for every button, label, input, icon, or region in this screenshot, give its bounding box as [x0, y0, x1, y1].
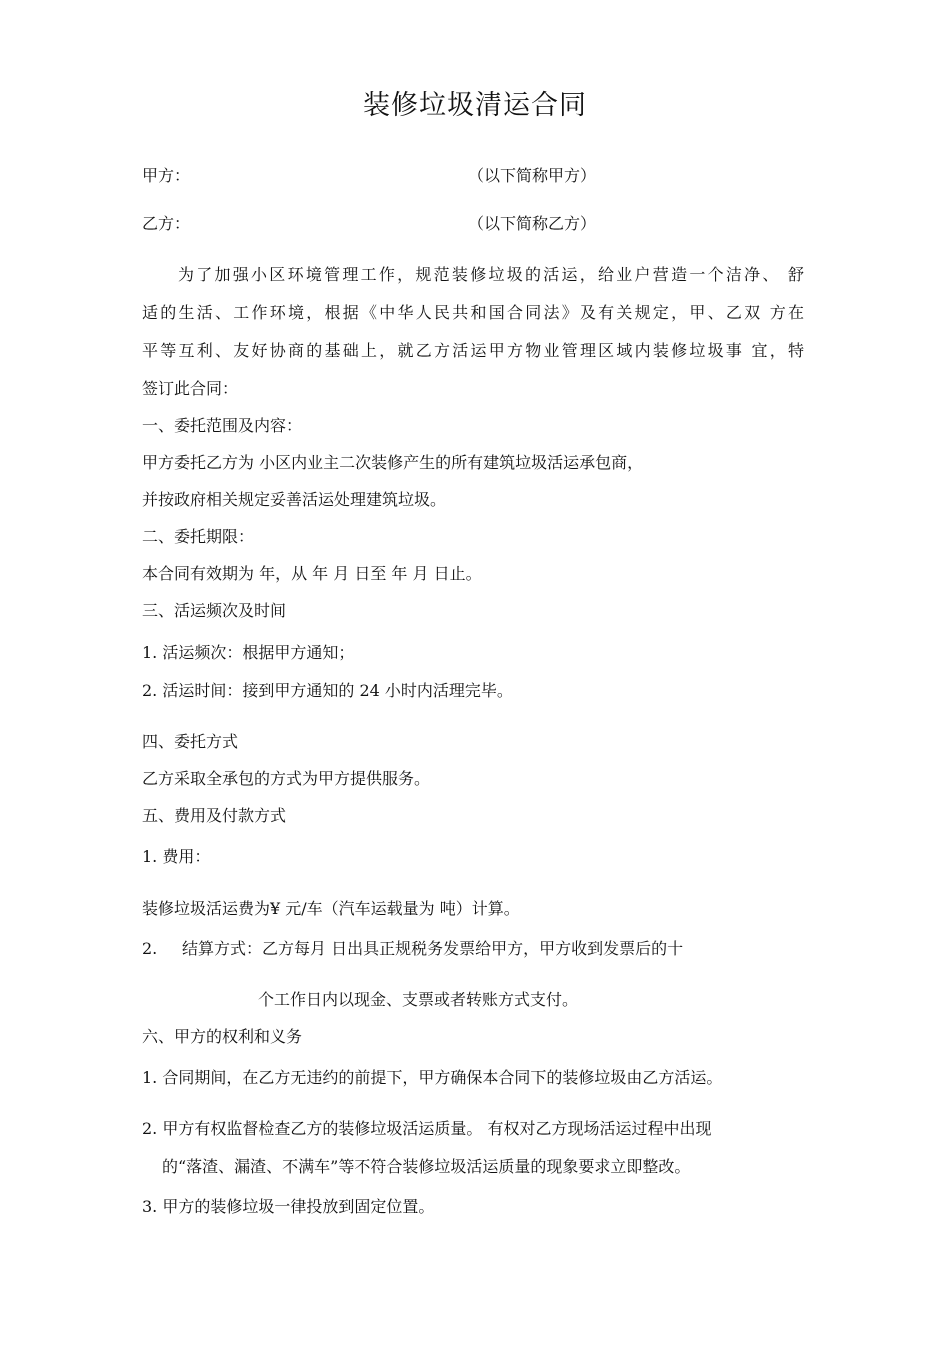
section-6-item-2: 2. 甲方有权监督检查乙方的装修垃圾活运质量。 有权对乙方现场活运过程中出现 [142, 1119, 712, 1138]
section-5-item-2-continued: 个工作日内以现金、支票或者转账方式支付。 [258, 990, 579, 1009]
section-3-item-1: 1. 活运频次：根据甲方通知； [142, 643, 355, 662]
section-2-heading: 二、委托期限： [142, 527, 255, 546]
section-5-item-2-number: 2. [142, 939, 158, 958]
intro-line-1: 为了加强小区环境管理工作，规范装修垃圾的活运，给业户营造一个洁净、 舒 [178, 265, 804, 284]
section-3-item-2: 2. 活运时间：接到甲方通知的 24 小时内活理完毕。 [142, 681, 513, 700]
party-a-note: （以下简称甲方） [468, 166, 597, 185]
party-b-label: 乙方： [142, 214, 191, 233]
section-1-line-2: 并按政府相关规定妥善活运处理建筑垃圾。 [142, 490, 447, 509]
party-a-label: 甲方： [142, 166, 191, 185]
section-6-item-1: 1. 合同期间，在乙方无违约的前提下，甲方确保本合同下的装修垃圾由乙方活运。 [142, 1068, 723, 1087]
intro-line-4: 签订此合同： [142, 379, 239, 398]
document-title: 装修垃圾清运合同 [363, 90, 587, 121]
section-6-heading: 六、甲方的权利和义务 [142, 1027, 303, 1046]
section-2-line: 本合同有效期为 年，从 年 月 日至 年 月 日止。 [142, 564, 482, 583]
section-3-heading: 三、活运频次及时间 [142, 601, 287, 620]
section-5-item-2: 结算方式：乙方每月 日出具正规税务发票给甲方，甲方收到发票后的十 [182, 939, 684, 958]
section-1-heading: 一、委托范围及内容： [142, 416, 303, 435]
intro-line-2: 适的生活、工作环境，根据《中华人民共和国合同法》及有关规定，甲、乙双 方在 [142, 303, 804, 322]
section-5-item-1: 1. 费用： [142, 847, 211, 866]
section-5-fee-line: 装修垃圾活运费为¥ 元/车（汽车运载量为 吨）计算。 [142, 899, 520, 918]
section-5-heading: 五、费用及付款方式 [142, 806, 287, 825]
section-4-heading: 四、委托方式 [142, 732, 239, 751]
section-4-line: 乙方采取全承包的方式为甲方提供服务。 [142, 769, 431, 788]
section-6-item-2-continued: 的“落渣、漏渣、不满车”等不符合装修垃圾活运质量的现象要求立即整改。 [162, 1157, 691, 1176]
intro-line-3: 平等互利、友好协商的基础上，就乙方活运甲方物业管理区域内装修垃圾事 宜，特 [142, 341, 804, 360]
section-1-line-1: 甲方委托乙方为 小区内业主二次装修产生的所有建筑垃圾活运承包商， [142, 453, 644, 472]
section-6-item-3: 3. 甲方的装修垃圾一律投放到固定位置。 [142, 1197, 435, 1216]
party-b-note: （以下简称乙方） [468, 214, 597, 233]
